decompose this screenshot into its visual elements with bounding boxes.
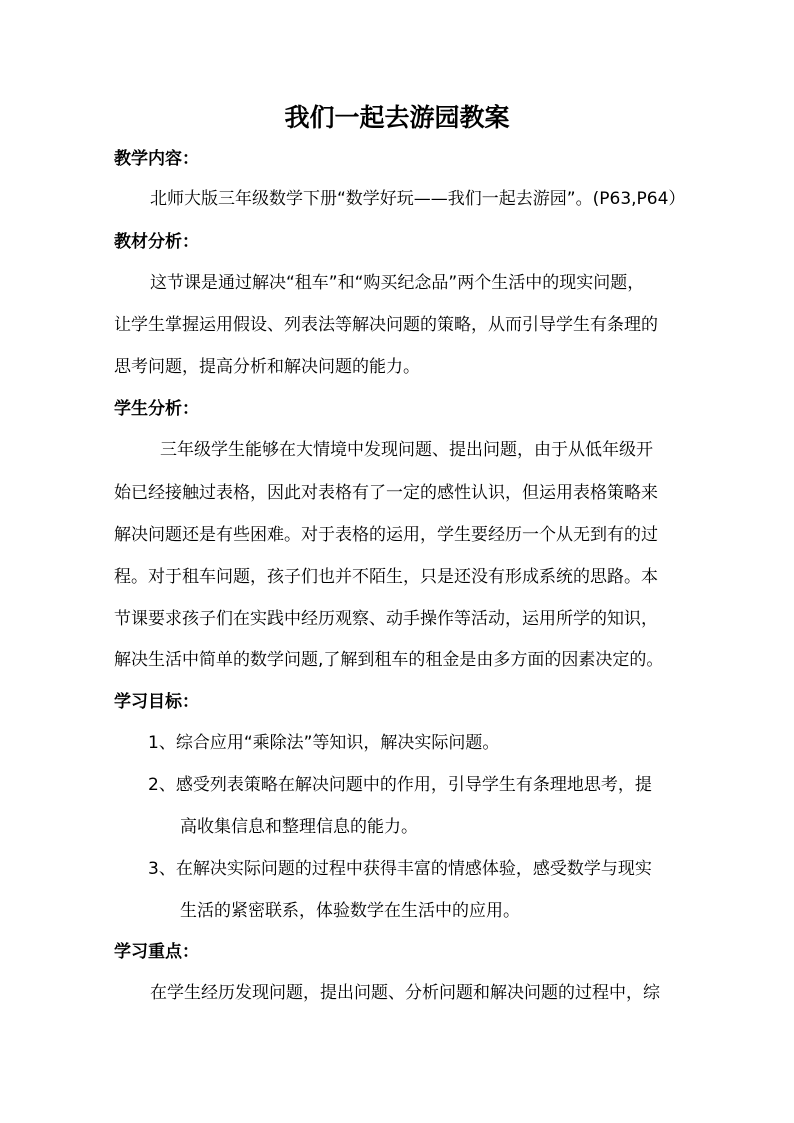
list-item: 3、在解决实际问题的过程中获得丰富的情感体验，感受数学与现实 (148, 859, 652, 879)
paragraph-line: 思考问题，提高分析和解决问题的能力。 (114, 357, 420, 377)
document-title: 我们一起去游园教案 (284, 103, 510, 132)
paragraph-line: 让学生掌握运用假设、列表法等解决问题的策略，从而引导学生有条理的 (114, 315, 658, 335)
paragraph-line: 始已经接触过表格，因此对表格有了一定的感性认识，但运用表格策略来 (114, 483, 658, 503)
paragraph-line: 三年级学生能够在大情境中发现问题、提出问题，由于从低年级开 (160, 440, 653, 460)
paragraph-line: 程。对于租车问题，孩子们也并不陌生，只是还没有形成系统的思路。本 (114, 567, 658, 587)
list-item: 1、综合应用“乘除法”等知识，解决实际问题。 (148, 733, 500, 753)
paragraph-line: 这节课是通过解决“租车”和“购买纪念品”两个生活中的现实问题， (150, 273, 645, 293)
section-heading-learning-focus: 学习重点： (114, 942, 199, 962)
paragraph-line: 节课要求孩子们在实践中经历观察、动手操作等活动，运用所学的知识， (114, 609, 658, 629)
list-item-continuation: 生活的紧密联系，体验数学在生活中的应用。 (180, 901, 520, 921)
section-heading-learning-goals: 学习目标： (114, 692, 199, 712)
section-heading-student-analysis: 学生分析： (114, 399, 199, 419)
section-heading-teaching-content: 教学内容： (114, 149, 199, 169)
list-item-continuation: 高收集信息和整理信息的能力。 (180, 817, 418, 837)
paragraph-line: 北师大版三年级数学下册“数学好玩——我们一起去游园”。(P63,P64） (150, 189, 686, 209)
paragraph-line: 解决生活中简单的数学问题,了解到租车的租金是由多方面的因素决定的。 (114, 650, 664, 670)
section-heading-material-analysis: 教材分析： (114, 232, 199, 252)
paragraph-line: 解决问题还是有些困难。对于表格的运用，学生要经历一个从无到有的过 (114, 525, 658, 545)
list-item: 2、感受列表策略在解决问题中的作用，引导学生有条理地思考，提 (148, 775, 652, 795)
paragraph-line: 在学生经历发现问题，提出问题、分析问题和解决问题的过程中，综 (150, 983, 660, 1003)
